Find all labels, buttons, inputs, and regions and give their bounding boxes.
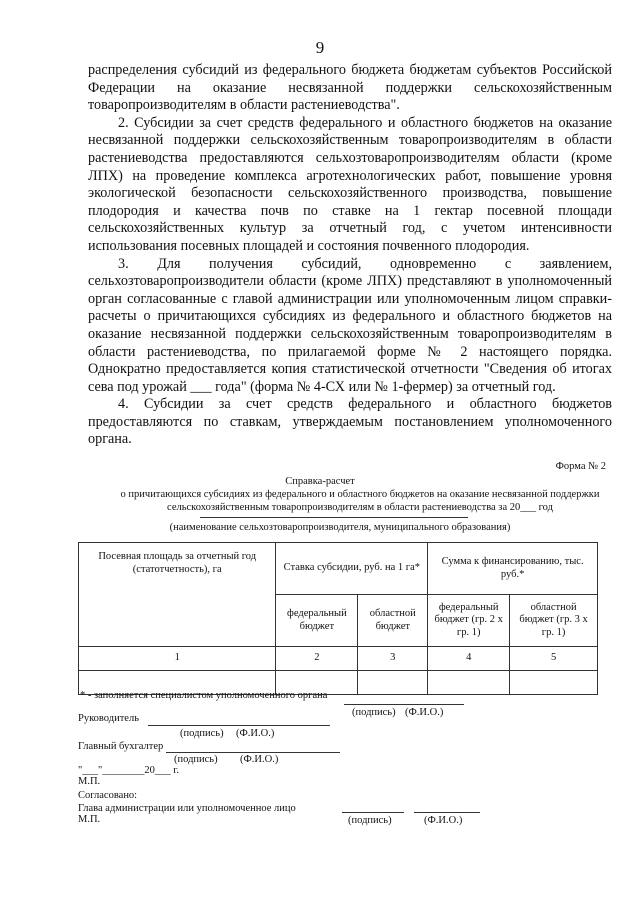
form-title: Справка-расчет bbox=[285, 476, 355, 487]
signature-line bbox=[344, 704, 464, 705]
footnote: * - заполняется специалистом уполномоченного органа bbox=[80, 690, 328, 701]
fio-caption: (Ф.И.О.) bbox=[405, 707, 444, 718]
header-sown-area: Посевная площадь за отчетный год (статотчетность), га bbox=[79, 543, 276, 647]
table-cell-empty bbox=[358, 671, 428, 695]
signature-caption: (подпись) bbox=[174, 754, 218, 765]
admin-label: Глава администрации или уполномоченное лицо bbox=[78, 803, 296, 814]
paragraph-3: 3. Для получения субсидий, одновременно с заявлением, сельхозтоваропроизводители области (кроме ЛПХ) представляют в уполномоченный орган согласованные с главой администрации или уполномоченным лицом справки-расчеты о причитающихся субсидиях из федерального и областного бюджетов на оказание несвязанной поддержки сельскохозяйственным товаропроизводителям в области растениеводства, по прилагаемой форме № 2 настоящего порядка. Однократно предоставляется копия статистической отчетности "Сведения об итогах сева под урожай ___ года" (форма № 4-СХ или № 1-фермер) за отчетный год. bbox=[88, 255, 612, 395]
calculation-table bbox=[78, 542, 598, 695]
subheader-regional-rate: областной бюджет bbox=[358, 595, 428, 647]
head-label: Руководитель bbox=[78, 713, 139, 724]
page-number: 9 bbox=[315, 38, 325, 57]
column-number: 3 bbox=[358, 647, 428, 671]
table-row bbox=[79, 647, 598, 671]
paragraph-1: распределения субсидий из федерального бюджета бюджетам субъектов Российской Федерации на оказание несвязанной поддержки сельскохозяйственным товаропроизводителям в области растениеводства". bbox=[88, 62, 612, 114]
signature-caption: (подпись) bbox=[180, 728, 224, 739]
fio-caption: (Ф.И.О.) bbox=[236, 728, 275, 739]
admin-fio-line bbox=[414, 812, 480, 813]
form-number: Форма № 2 bbox=[555, 461, 606, 472]
subheader-federal-rate: федеральный бюджет bbox=[276, 595, 358, 647]
agreed-label: Согласовано: bbox=[78, 790, 138, 801]
subheader-federal-sum: федеральный бюджет (гр. 2 х гр. 1) bbox=[428, 595, 510, 647]
table-cell-empty bbox=[510, 671, 598, 695]
accountant-label: Главный бухгалтер bbox=[78, 741, 164, 752]
fio-caption: (Ф.И.О.) bbox=[424, 815, 463, 826]
head-signature-line bbox=[148, 725, 330, 726]
paragraph-4: 4. Субсидии за счет средств федерального и областного бюджетов предоставляются по ставкам, утверждаемым постановлением уполномоченного органа. bbox=[88, 396, 612, 448]
subheader-regional-sum: областной бюджет (гр. 3 х гр. 1) bbox=[510, 595, 598, 647]
form-caption: (наименование сельхозтоваропроизводителя, муниципального образования) bbox=[169, 522, 511, 533]
table-cell-empty bbox=[428, 671, 510, 695]
paragraph-2: 2. Субсидии за счет средств федерального и областного бюджетов на оказание несвязанной поддержки сельскохозяйственным товаропроизводителям в области растениеводства предоставляются сельхозтоваропроизводителям области (кроме ЛПХ) на проведение комплекса агротехнологических работ, повышение уровня экологической безопасности сельскохозяйственного производства, повышение плодородия и качества почв по ставке на 1 гектар посевной площади сельскохозяйственных культур за отчетный год, с учетом интенсивности использования посевных площадей и состояния почвенного плодородия. bbox=[88, 114, 612, 254]
column-number: 1 bbox=[79, 647, 276, 671]
header-sum: Сумма к финансированию, тыс. руб.* bbox=[428, 543, 598, 595]
accountant-signature-line bbox=[166, 752, 340, 753]
column-number: 5 bbox=[510, 647, 598, 671]
signature-caption: (подпись) bbox=[352, 707, 396, 718]
header-rate: Ставка субсидии, руб. на 1 га* bbox=[276, 543, 428, 595]
fio-caption: (Ф.И.О.) bbox=[240, 754, 279, 765]
column-number: 2 bbox=[276, 647, 358, 671]
body-text bbox=[88, 62, 612, 449]
date-line: "___"________20___ г. bbox=[78, 765, 179, 776]
admin-signature-line bbox=[342, 812, 404, 813]
name-underline bbox=[200, 517, 468, 518]
stamp-label: М.П. bbox=[78, 814, 101, 825]
stamp-label: М.П. bbox=[78, 776, 101, 787]
column-number: 4 bbox=[428, 647, 510, 671]
form-subtitle: о причитающихся субсидиях из федерального и областного бюджетов на оказание несвязанной поддержки сельскохозяйственным товаропроизводителям в области растениеводства за 20___ год bbox=[120, 489, 600, 513]
signature-caption: (подпись) bbox=[348, 815, 392, 826]
